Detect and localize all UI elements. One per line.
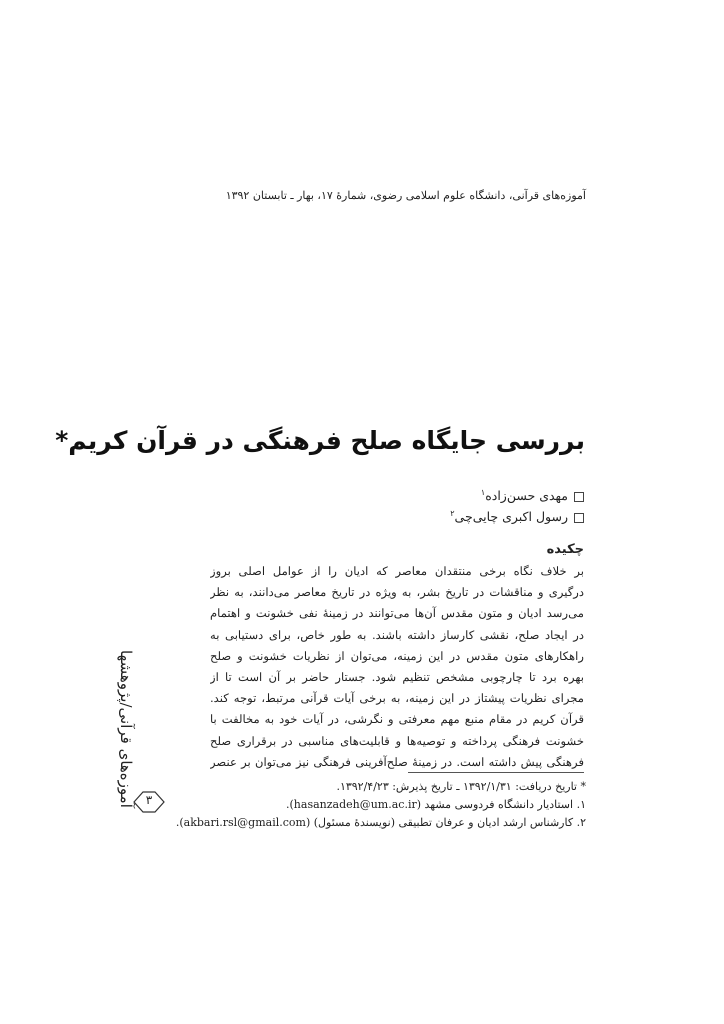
author-2 [450,509,584,524]
running-header: آموزه‌های قرآنی، دانشگاه علوم اسلامی رضوی، شمارهٔ ۱۷، بهار ـ تابستان ۱۳۹۲ [225,189,586,202]
checkbox-square-icon [574,492,584,502]
abstract-line: بهره برد تا چارچوبی مشخص تنظیم شود. جستار حاضر بر آن است تا از [210,670,584,685]
footnote-author-1: ۱. استادیار دانشگاه فردوسی مشهد (hasanzadeh@um.ac.ir). [286,798,586,811]
checkbox-square-icon [574,513,584,523]
page-number: ۳ [145,793,153,807]
abstract-line: درگیری و مناقشات در تاریخ بشر، به ویژه در تاریخ معاصر می‌دانند، به نظر [210,585,584,600]
abstract-line: خشونت فرهنگی پرداخته و توصیه‌ها و قابلیت‌های مناسبی در برقراری صلح [210,733,584,748]
abstract-body [210,561,584,773]
side-journal-name: آموزه‌های قرآنی/پژوهشها [117,650,135,808]
author-name: مهدی حسن‌زاده [485,488,568,504]
author-name: رسول اکبری چایی‌چی [454,509,568,525]
abstract-heading: چکیده [546,542,584,557]
abstract-line: قرآن کریم در مقام منبع مهم معرفتی و نگرشی، در آیات خود به مخالفت با [210,712,584,727]
footnote-divider [408,772,584,773]
abstract-line: بر خلاف نگاه برخی منتقدان معاصر که ادیان را از عوامل اصلی بروز [210,564,584,578]
abstract-line: مجرای نظریات پیشتاز در این زمینه، به برخی آیات قرآنی مرتبط، توجه کند. [210,691,584,706]
author-ref: ۱ [480,488,486,497]
footnote-author-2: ۲. کارشناس ارشد ادیان و عرفان تطبیقی (نویسندهٔ مسئول) (akbari.rsl@gmail.com). [175,816,586,829]
author-ref: ۲ [450,509,455,518]
abstract-line: راهکارهای متون مقدس در این زمینه، می‌توان از نظریات خشونت و صلح [210,648,584,663]
author-1 [481,488,584,503]
page-number-badge [131,788,167,816]
abstract-line: در ایجاد صلح، نقشی کارساز داشته باشند. به طور خاص، برای دستیابی به [210,627,584,642]
article-title: بررسی جایگاه صلح فرهنگی در قرآن کریم* [55,426,585,455]
footnote-dates: * تاریخ دریافت: ۱۳۹۲/۱/۳۱ ـ تاریخ پذیرش: ۱۳۹۲/۴/۲۳. [336,780,586,793]
abstract-line: می‌رسد ادیان و متون مقدس آن‌ها می‌توانند در زمینهٔ نفی خشونت و اهتمام [210,606,584,621]
abstract-line: فرهنگی پیش داشته است. در زمینهٔ صلح‌آفرینی فرهنگی نیز می‌توان بر عنصر [210,754,584,769]
